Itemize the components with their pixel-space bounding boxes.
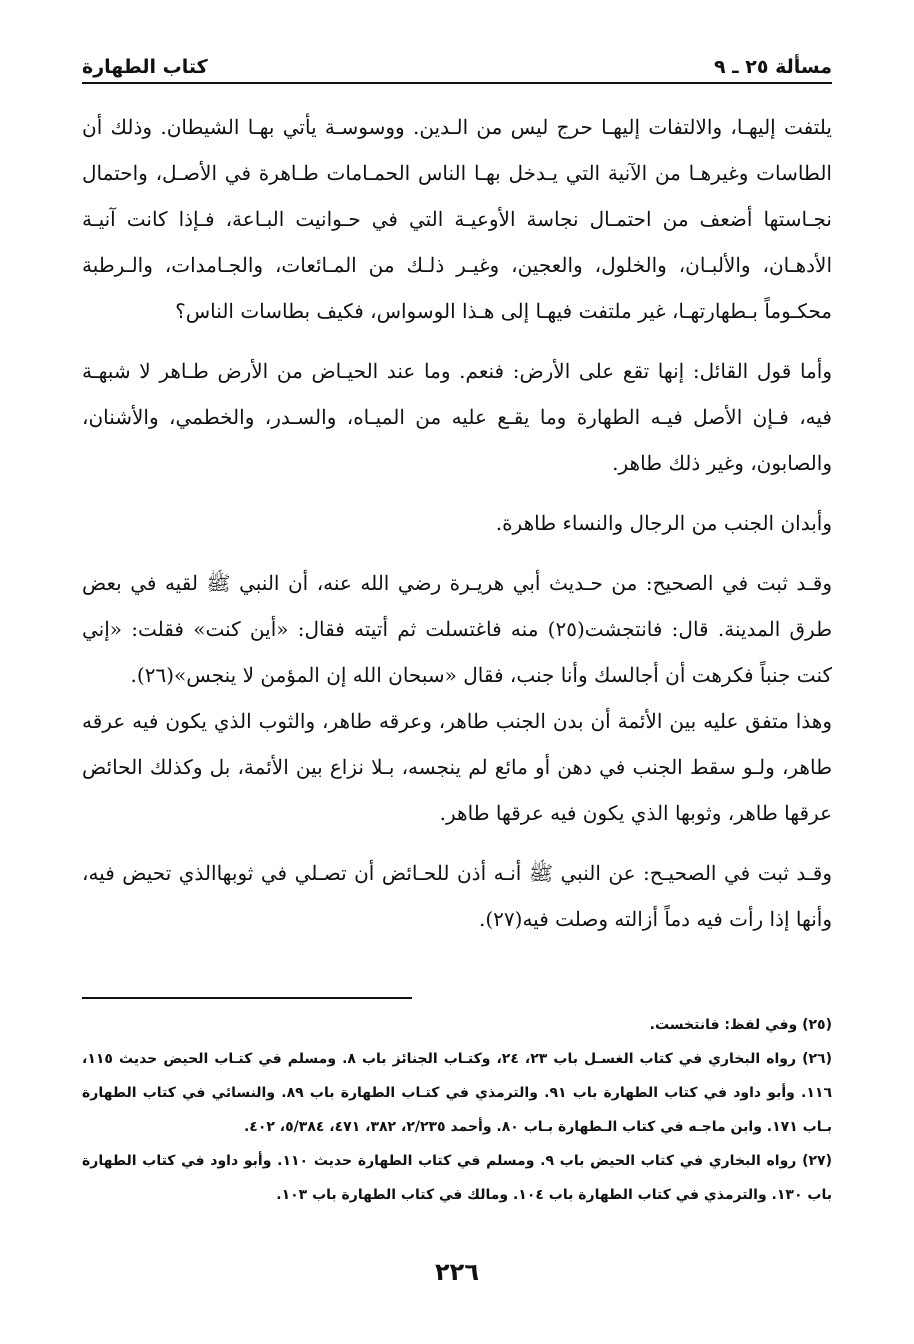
footnote: (٢٦) رواه البخاري في كتاب الغسـل باب ٢٣، ٢٤، وكتـاب الجنائز باب ٨. ومسلم في كتـاب الحيض حديث ١١٥، ١١٦. وأبو داود في كتاب الطهارة باب ٩١. والترمذي في كتـاب الطهارة باب ٨٩. والنسائي في كتاب الطهارة بـاب ١٧١. وابن ماجـه في كتاب الـطهارة بـاب ٨٠. وأحمد ٢/٢٣٥، ٣٨٢، ٤٧١، ٥/٣٨٤، ٤٠٢. — [82, 1051, 833, 1135]
header-issue-number: مسألة ٢٥ ـ ٩ — [713, 56, 832, 78]
main-text — [82, 104, 832, 942]
header-chapter-title: كتاب الطهارة — [82, 56, 208, 78]
paragraph: وأبدان الجنب من الرجال والنساء طاهرة. — [495, 511, 832, 535]
footnote: (٢٥) وفي لفظ: فانتخست. — [649, 1017, 832, 1033]
paragraph: وقـد ثبت في الصحيح: من حـديث أبي هريـرة رضي الله عنه، أن النبي ﷺ لقيه في بعض طرق المدينة. قال: فانتجشت(٢٥) منه فاغتسلت ثم أتيته فقال: «أين كنت» فقلت: «إني كنت جنباً فكرهت أن أجالسك وأنا جنب، فقال «سبحان الله إن المؤمن لا ينجس»(٢٦). — [82, 571, 833, 687]
paragraph: وهذا متفق عليه بين الأئمة أن بدن الجنب طاهر، وعرقه طاهر، والثوب الذي يكون فيه عرقه طاهر، ولـو سقط الجنب في دهن أو مائع لم ينجسه، بـلا نزاع بين الأئمة، بل وكذلك الحائض عرقها طاهر، وثوبها الذي يكون فيه عرقها طاهر. — [82, 709, 832, 825]
paragraph: وقـد ثبت في الصحيـح: عن النبي ﷺ أنـه أذن للحـائض أن تصـلي في ثوبهاالذي تحيض فيه، وأنها إذا رأت فيه دماً أزالته وصلت فيه(٢٧). — [82, 861, 832, 931]
running-header — [82, 28, 832, 84]
footnotes — [82, 1008, 832, 1212]
paragraph: يلتفت إليهـا، والالتفات إليهـا حرج ليس من الـدين. ووسوسـة يأتي بهـا الشيطان. وذلك أن الطاسات وغيرهـا من الآنية التي يـدخل بهـا الناس الحمـامات طـاهرة في الأصـل، واحتمال نجـاستها أضعف من احتمـال نجاسة الأوعيـة التي في حـوانيت البـاعة، فـإذا كانت آنيـة الأدهـان، والألبـان، والخلول، والعجين، وغيـر ذلـك من المـائعات، والجـامدات، والـرطبة محكـوماً بـطهارتهـا، غير ملتفت فيهـا إلى هـذا الوسواس، فكيف بطاسات الناس؟ — [82, 115, 832, 323]
footnote-divider — [82, 997, 412, 999]
page-number: ٢٢٦ — [435, 1258, 479, 1286]
footnote: (٢٧) رواه البخاري في كتاب الحيض باب ٩. ومسلم في كتاب الطهارة حديث ١١٠. وأبو داود في كتاب الطهارة باب ١٣٠. والترمذي في كتاب الطهارة باب ١٠٤. ومالك في كتاب الطهارة باب ١٠٣. — [82, 1153, 833, 1203]
paragraph: وأما قول القائل: إنها تقع على الأرض: فنعم. وما عند الحيـاض من الأرض طـاهر لا شبهـة فيه، فـإن الأصل فيـه الطهارة وما يقـع عليه من الميـاه، والسـدر، والخطمي، والأشنان، والصابون، وغير ذلك طاهر. — [82, 359, 832, 475]
